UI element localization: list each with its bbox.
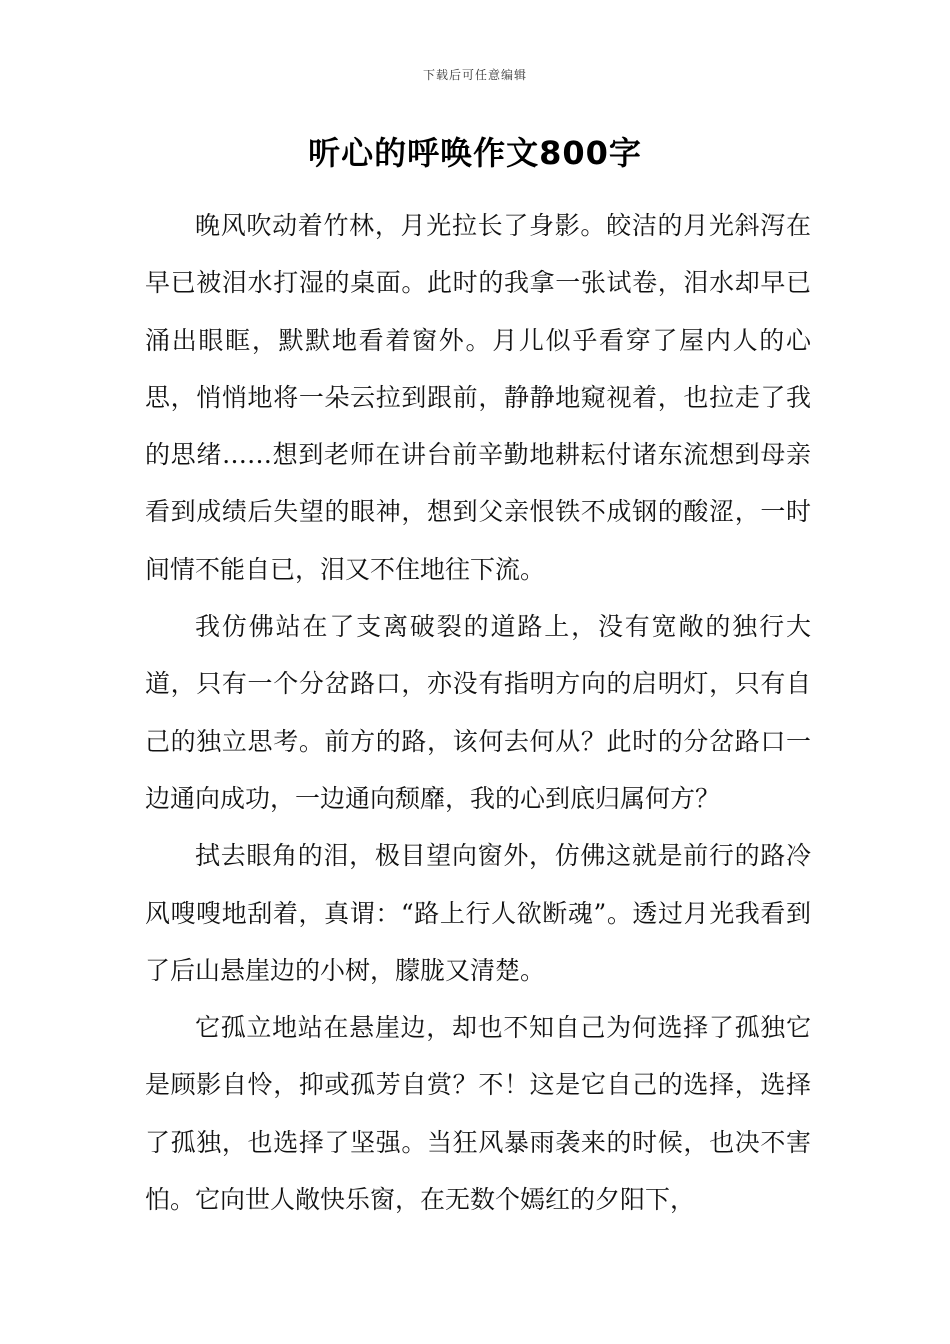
page-title: 听心的呼唤作文800字 — [308, 134, 642, 172]
paragraph-1: 晚风吹动着竹林，月光拉长了身影。皎洁的月光斜泻在早已被泪水打湿的桌面。此时的我拿一张试卷，泪水却早已涌出眼眶，默默地看着窗外。月儿似乎看穿了屋内人的心思，悄悄地将一朵云拉到跟前，静静地窥视着，也拉走了我的思绪……想到老师在讲台前辛勤地耕耘付诸东流想到母亲看到成绩后失望的眼神，想到父亲恨铁不成钢的酸涩，一时间情不能自已，泪又不住地往下流。 — [145, 211, 811, 584]
paragraph-2: 我仿佛站在了支离破裂的道路上，没有宽敞的独行大道，只有一个分岔路口，亦没有指明方向的启明灯，只有自己的独立思考。前方的路，该何去何从？此时的分岔路口一边通向成功，一边通向颓靡，我的心到底归属何方？ — [145, 612, 811, 813]
paragraph-4: 它孤立地站在悬崖边，却也不知自己为何选择了孤独它是顾影自怜，抑或孤芳自赏？不！这是它自己的选择，选择了孤独，也选择了坚强。当狂风暴雨袭来的时候，也决不害怕。它向世人敞快乐窗，在无数个嫣红的夕阳下， — [145, 1013, 811, 1215]
paragraph-3: 拭去眼角的泪，极目望向窗外，仿佛这就是前行的路冷风嗖嗖地刮着，真谓：“路上行人欲断魂”。透过月光我看到了后山悬崖边的小树，朦胧又清楚。 — [145, 841, 811, 985]
essay-body — [145, 197, 811, 1228]
header-note: 下载后可任意编辑 — [422, 68, 527, 82]
